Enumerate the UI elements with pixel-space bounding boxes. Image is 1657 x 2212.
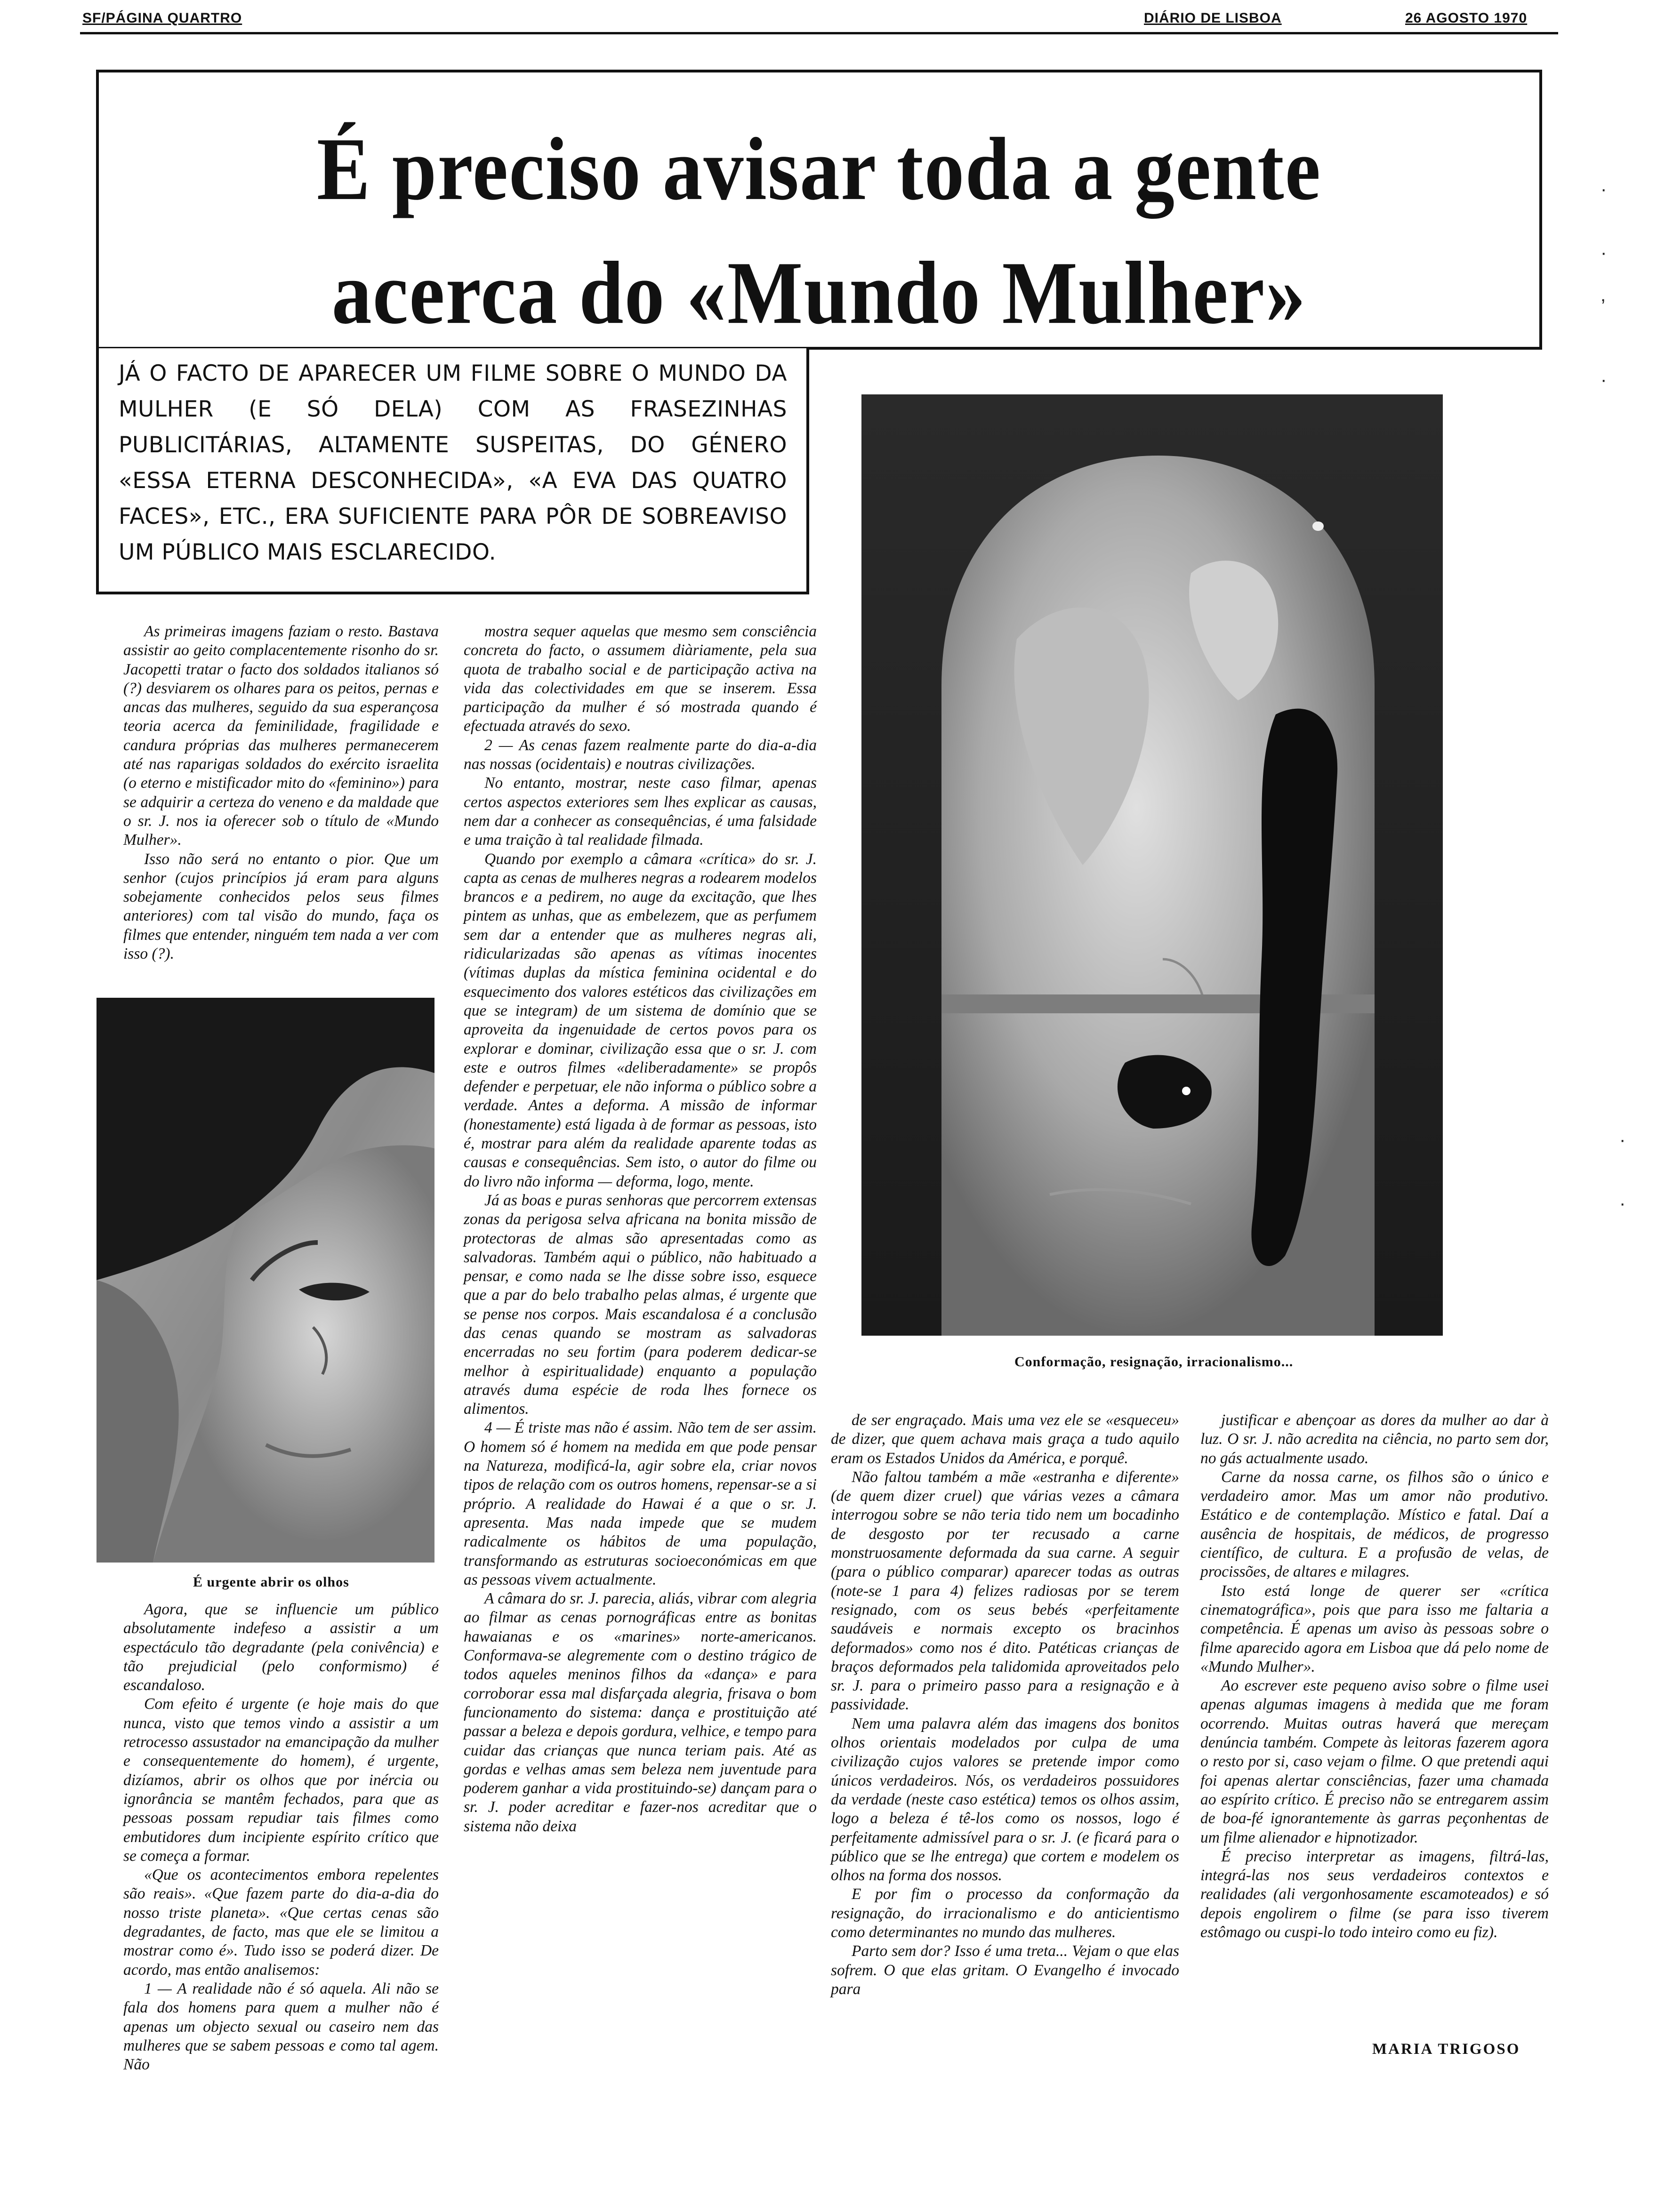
deck-text: JÁ O FACTO DE APARECER UM FILME SOBRE O MUNDO DA MULHER (E SÓ DELA) COM AS FRASEZINHAS PUBLICITÁRIAS, ALTAMENTE SUSPEITAS, DO GÉNERO «ESSA ETERNA DESCONHECIDA», «A EVA DAS QUATRO FACES», ETC., ERA SUFICIENTE PARA PÔR DE SOBREAVISO UM PÚBLICO MAIS ESCLARECIDO. [119, 361, 787, 565]
portrait-photo [97, 998, 434, 1563]
headline-line-2: acerca do «Mundo Mulher» [331, 243, 1307, 343]
article-column-3 [831, 1411, 1179, 2117]
paragraph: No entanto, mostrar, neste caso filmar, apenas certos aspectos exteriores sem lhes explicar as causas, nem dar a conhecer as consequências, é uma falsidade e uma traição à tal realidade filmada. [464, 774, 817, 849]
paragraph: Agora, que se influencie um público absolutamente indefeso a assistir a um espectáculo tão degradante (pela conivência) e tão prejudicial (pelo conformismo) é escandaloso. [123, 1601, 439, 1694]
header-rule [80, 32, 1558, 34]
paragraph: de ser engraçado. Mais uma vez ele se «esqueceu» de dizer, que quem achava mais graça a tudo aquilo eram os Estados Unidos da América, e porquê. [831, 1411, 1179, 1467]
paragraph: Ao escrever este pequeno aviso sobre o filme usei apenas algumas imagens à medida que me foram ocorrendo. Muitas outras haverá que mereçam denúncia também. Compete às leitoras fazerem agora o resto por si, caso vejam o filme. O que pretendi aqui foi apenas alertar consciências, fazer uma chamada ao espírito crítico. É preciso não se entregarem assim de boa-fé ignorantemente às garras peçonhentas de um filme alienador e hipnotizador. [1200, 1677, 1549, 1846]
article-column-1-bottom [123, 1600, 439, 2125]
paragraph: Parto sem dor? Isso é uma treta... Vejam o que elas sofrem. O que elas gritam. O Evangelho é invocado para [831, 1942, 1179, 1998]
film-still-photo [861, 394, 1443, 1336]
film-still-image [861, 394, 1443, 1336]
article-column-4 [1200, 1411, 1549, 2032]
paragraph: mostra sequer aquelas que mesmo sem consciência concreta do facto, o assumem diàriamente, pela sua quota de trabalho social e de participação activa na vida das colectividades em que se inserem. Essa participação da mulher é só mostrada quando é efectuada através do sexo. [464, 623, 817, 735]
portrait-image [97, 998, 434, 1563]
paragraph: É preciso interpretar as imagens, filtrá-las, integrá-las nos seus verdadeiros contextos e realidades (ali vergonhosamente escamoteados) e só depois engolirem o filme (se para isso tiverem estômago ou cuspi-lo todo inteiro como eu fiz). [1200, 1847, 1549, 1941]
headline-line-1: É preciso avisar toda a gente [316, 119, 1322, 219]
headline [96, 107, 1542, 355]
paragraph: «Que os acontecimentos embora repelentes são reais». «Que fazem parte do dia-a-dia do nosso triste planeta». «Que certas cenas são degradantes, de facto, mas que ele se limitou a mostrar como é». Tudo isso se poderá dizer. De acordo, mas então analisemos: [123, 1866, 439, 1979]
paragraph: Isto está longe de querer ser «crítica cinematográfica», pois que para isso me faltaria a competência. É apenas um aviso às pessoas sobre o filme aparecido agora em Lisboa que dá pelo nome de «Mundo Mulher». [1200, 1582, 1549, 1675]
paragraph: justificar e abençoar as dores da mulher ao dar à luz. O sr. J. não acredita na ciência, no parto sem dor, no gás actualmente usado. [1200, 1411, 1549, 1467]
paragraph: Nem uma palavra além das imagens dos bonitos olhos orientais modelados por culpa de uma civilização cujos valores se pretende impor como únicos verdadeiros. Nós, os verdadeiros possuidores da verdade (neste caso estética) temos os olhos assim, logo a beleza é tê-los como os nossos, logo é perfeitamente admissível para o sr. J. (e ficará para o público que se lhe entrega) que cortem e modelem os olhos na forma dos nossos. [831, 1715, 1179, 1884]
paragraph: Já as boas e puras senhoras que percorrem extensas zonas da perigosa selva africana na bonita missão de protectoras de almas são apresentadas como as salvadoras. Também aqui o público, não habituado a pensar, e como nada se lhe disse sobre isso, esquece que a par do belo trabalho pelas almas, é urgente que se pense nos corpos. Mais escandalosa é a conclusão das cenas quando se mostram as salvadoras encerradas no seu fortim (para poderem dedicar-se melhor à espiritualidade) enquanto a população através duma espécie de roda lhes fornece os alimentos. [464, 1191, 817, 1418]
edge-marks: · · [1619, 1130, 1626, 1214]
paragraph: Carne da nossa carne, os filhos são o único e verdadeiro amor. Mas um amor não produtivo. Estático e de contemplação. Místico e fatal. Daí a ausência de hospitais, de médicos, de progresso científico, de cultura. E a profusão de velas, de procissões, de altares e milagres. [1200, 1468, 1549, 1581]
article-column-2 [464, 622, 817, 2119]
paragraph: 1 — A realidade não é só aquela. Ali não se fala dos homens para quem a mulher não é apenas um objecto sexual ou caseiro nem das mulheres que se sabem pessoas e como tal agem. Não [123, 1980, 439, 2074]
film-still-caption: Conformação, resignação, irracionalismo... [1014, 1354, 1294, 1370]
paragraph: 2 — As cenas fazem realmente parte do dia-a-dia nas nossas (ocidentais) e noutras civilizações. [464, 736, 817, 773]
article-column-1-top [123, 622, 439, 999]
paragraph: As primeiras imagens faziam o resto. Bastava assistir ao geito complacentemente risonho do sr. Jacopetti tratar o facto dos soldados italianos só (?) desviarem os olhares para os peitos, pernas e ancas das mulheres, seguido da sua esperançosa teoria acerca da feminilidade, fragilidade e candura próprias das mulheres permanecerem até nas raparigas soldados do exército israelita (o eterno e mistificador mito do «feminino») para se adquirir a certeza do veneno e da maldade que o sr. J. nos ia oferecer sob o título de «Mundo Mulher». [123, 623, 439, 849]
newspaper-name: DIÁRIO DE LISBOA [1144, 10, 1282, 26]
paragraph: Com efeito é urgente (e hoje mais do que nunca, visto que temos vindo a assistir a um retrocesso assustador na emancipação da mulher e consequentemente do homem), é urgente, dizíamos, abrir os olhos que por inércia ou ignorância se mantêm fechados, para que as pessoas possam repudiar tais filmes como embutidores dum incipiente espírito crítico que se começa a formar. [123, 1695, 439, 1865]
paragraph: A câmara do sr. J. parecia, aliás, vibrar com alegria ao filmar as cenas pornográficas entre as bonitas hawaianas e os «marines» norte-americanos. Conformava-se alegremente com o destino trágico de todos aqueles meninos filhos da «dança» e para corroborar essa mal disfarçada alegria, frisava o bom funcionamento do sistema: dança e prostituição até passar a beleza e depois gordura, velhice, e tempo para cuidar das crianças que nunca teriam pais. Até as gordas e velhas amas sem beleza nem juventude para poderem ganhar a vida prostituindo-se) dançam para o sr. J. poder acreditar e fazer-nos acreditar que o sistema não deixa [464, 1590, 817, 1835]
portrait-caption: É urgente abrir os olhos [193, 1574, 349, 1590]
author-signature: MARIA TRIGOSO [1372, 2041, 1520, 2058]
paragraph: Isso não será no entanto o pior. Que um senhor (cujos princípios já eram para alguns sobejamente conhecidos pelos seus filmes anteriores) com tal visão do mundo, faça os filmes que entender, ninguém tem nada a ver com isso (?). [123, 850, 439, 963]
issue-date: 26 AGOSTO 1970 [1405, 10, 1528, 26]
paragraph: 4 — É triste mas não é assim. Não tem de ser assim. O homem só é homem na medida em que pode pensar na Natureza, modificá-la, agir sobre ela, criar novos tipos de relação com os outros homens, repensar-se a si próprio. A realidade do Hawai é a que o sr. J. apresenta. Mas nada impede que se mudem radicalmente os hábitos de uma população, transformando as estruturas socioeconómicas em que as pessoas vivem actualmente. [464, 1419, 817, 1588]
section-label: SF/PÁGINA QUARTRO [82, 10, 242, 26]
paragraph: Quando por exemplo a câmara «crítica» do sr. J. capta as cenas de mulheres negras a rodearem modelos brancos e a pedirem, no auge da excitação, que lhes pintem as unhas, que as embelezem, que as perfumem sem dar a entender que as mulheres negras ali, ridicularizadas são apenas as vítimas inocentes (vítimas duplas da mística feminina ocidental e do esquecimento dos valores estéticos das civilizações em que se integram) de um sistema de domínio que se aproveita da ingenuidade de certos povos para os explorar e dominar, civilização essa que o sr. J. com este e outros filmes «deliberadamente» se propôs defender e perpetuar, ele não informa o público sobre a verdade. Antes a deforma. A missão de informar (honestamente) está ligada à de formar as pessoas, isto é, mostrar para além da realidade aparente todas as causas e consequências. Sem isto, o autor do filme ou do livro não informa — deforma, logo, mente. [464, 850, 817, 1190]
paragraph: E por fim o processo da conformação da resignação, do irracionalismo e do anticientismo como determinantes no mundo das mulheres. [831, 1885, 1179, 1941]
edge-marks: · · , · [1601, 179, 1607, 390]
paragraph: Não faltou também a mãe «estranha e diferente» (de quem dizer cruel) que várias vezes a câmara interrogou sobre se não teria tido nem um bocadinho de desgosto por ter recusado a carne monstruosamente deformada da sua carne. A seguir (para o público comparar) aparecer todas as outras (note-se 1 para 4) felizes radiosas por se terem resignado, com os seus bebés «perfeitamente saudáveis e normais excepto os bracinhos deformados» como nos é dito. Patéticas crianças de braços deformados pela talidomida aproveitados pelo sr. J. para o primeiro passo para a resignação e à passividade. [831, 1468, 1179, 1714]
